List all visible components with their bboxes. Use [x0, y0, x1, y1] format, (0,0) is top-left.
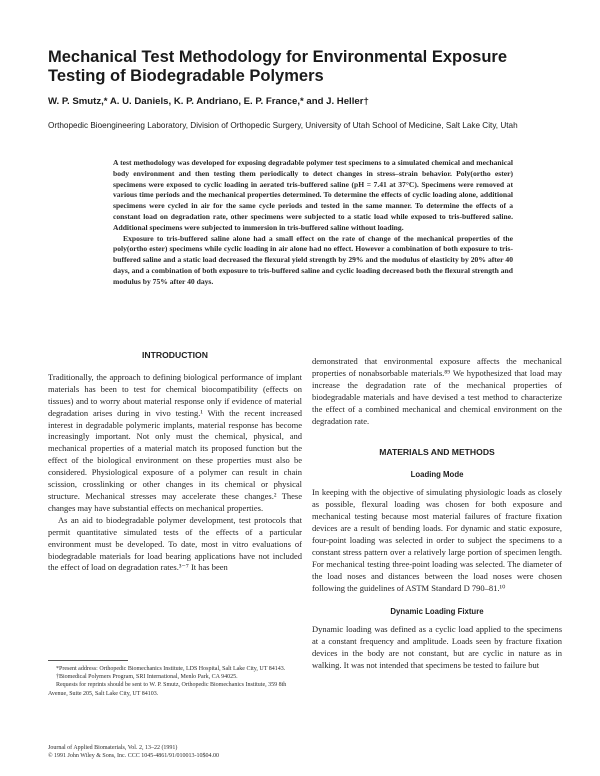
right-column: [312, 356, 562, 672]
footnote-3: Requests for reprints should be sent to W. P. Smutz, Orthopedic Biomechanics Institute, 359 8th Avenue, Suite 205, Salt Lake City, UT 84103.: [48, 682, 287, 697]
abstract-paragraph-2: Exposure to tris-buffered saline alone had a small effect on the rate of change of the mechanical properties of the poly(ortho ester) specimens while cyclic loading in air alone had no effect. However a combination of both exposure to tris-buffered saline and a static load decreased the flexural yield strength by 29% and the modulus of elasticity by 20% after 40 days, and a combination of both exposure to tris-buffered saline and cyclic loading decreased both the flexural strength and modulus by 75% after 40 days.: [113, 233, 513, 286]
intro-paragraph-1: Traditionally, the approach to defining biological performance of implant materials has been to test for chemical biocompatibility (effects on tissues) and to worry about material response only if evidence of material degradation arises during in vivo testing.¹ With the recent increased interest in degradable polymeric implants, material response has become increasingly important. Not only must the chemical, physical, and mechanical properties of a material match its proposed function but the effect of the biological environment on these properties must also be considered. Physiological exposure of a polymer can result in chain scission, crosslinking or other changes in its chemical or physical structure. Mechanical stresses may accelerate these changes.² These changes may have substantial effects on mechanical properties.: [48, 371, 302, 513]
intro-paragraph-2: As an aid to biodegradable polymer development, test protocols that permit quantitative simulated tests of the effects of a particular environment must be developed. To date, most in vitro evaluations of biodegradable materials for load bearing applications have not included the effect of load on degradation rates.³⁻⁷ It has been: [48, 514, 302, 573]
journal-citation: [48, 744, 302, 760]
footnotes: [48, 665, 302, 698]
dynamic-loading-fixture-text: Dynamic loading was defined as a cyclic load applied to the specimens at a constant frequency and amplitude. Loads seen by fracture fixation devices in the body are not constant, but are cyclic in nature as in walking. It was not intended that specimens be tested to failure but: [312, 624, 562, 671]
footnote-divider: [48, 660, 128, 661]
introduction-heading: INTRODUCTION: [142, 350, 208, 360]
dynamic-loading-fixture-heading: Dynamic Loading Fixture: [390, 607, 484, 617]
author-list: W. P. Smutz,* A. U. Daniels, K. P. Andriano, E. P. France,* and J. Heller†: [48, 96, 369, 107]
affiliation: Orthopedic Bioengineering Laboratory, Division of Orthopedic Surgery, University of Utah School of Medicine, Salt Lake City, Utah: [48, 121, 518, 130]
abstract: [113, 158, 513, 288]
footnote-2: †Biomedical Polymers Program, SRI International, Menlo Park, CA 94025.: [56, 674, 238, 681]
intro-continuation: demonstrated that environmental exposure affects the mechanical properties of nonabsorbable materials.⁸⁹ We hypothesized that load may increase the degradation rate of the mechanical properties of biodegradable materials and have devised a test method to characterize the effect of a combined mechanical and chemical environment on the degradation rate.: [312, 356, 562, 426]
paper-title: Mechanical Test Methodology for Environmental Exposure Testing of Biodegradable Polymers: [48, 48, 508, 85]
journal-reference: Journal of Applied Biomaterials, Vol. 2, 13–22 (1991): [48, 745, 178, 751]
loading-mode-text: In keeping with the objective of simulating physiologic loads as closely as possible, flexural loading was chosen for both exposure and mechanical testing because most material failures of fracture fixation devices are a result of bending loads. For dynamic and static exposure, four-point loading was selected in order to subject the specimens to a constant stress pattern over a relatively large portion of specimen length. For mechanical testing three-point loading was selected. The diameter of the load noses and distances between the load noses were chosen following the guidelines of ASTM Standard D 790–81.¹⁰: [312, 487, 562, 593]
left-column: [48, 350, 302, 574]
loading-mode-heading: Loading Mode: [410, 470, 464, 480]
copyright-line: © 1991 John Wiley & Sons, Inc. CCC 1045-4861/91/010013-10$04.00: [48, 753, 220, 759]
materials-methods-heading: MATERIALS AND METHODS: [379, 447, 495, 458]
abstract-paragraph-1: A test methodology was developed for exposing degradable polymer test specimens to a simulated chemical and mechanical body environment and then testing them periodically to detect changes in stress–strain behavior. Poly(ortho ester) specimens were exposed to cyclic loading in aerated tris-buffered saline (pH = 7.41 at 37°C). Specimens were removed at various time periods and the mechanical properties determined. To determine the effects of cyclic loading alone, additional specimens were cycled in air for the same cycle periods and tested in the same manner. To determine the effects of a constant load on degradation rate, other specimens were subjected to a static load while exposed to tris-buffered saline. Additional specimens were subjected to immersion in tris-buffered saline without loading.: [113, 158, 513, 232]
footnote-1: *Present address: Orthopedic Biomechanics Institute, LDS Hospital, Salt Lake City, UT 84143.: [56, 666, 286, 672]
